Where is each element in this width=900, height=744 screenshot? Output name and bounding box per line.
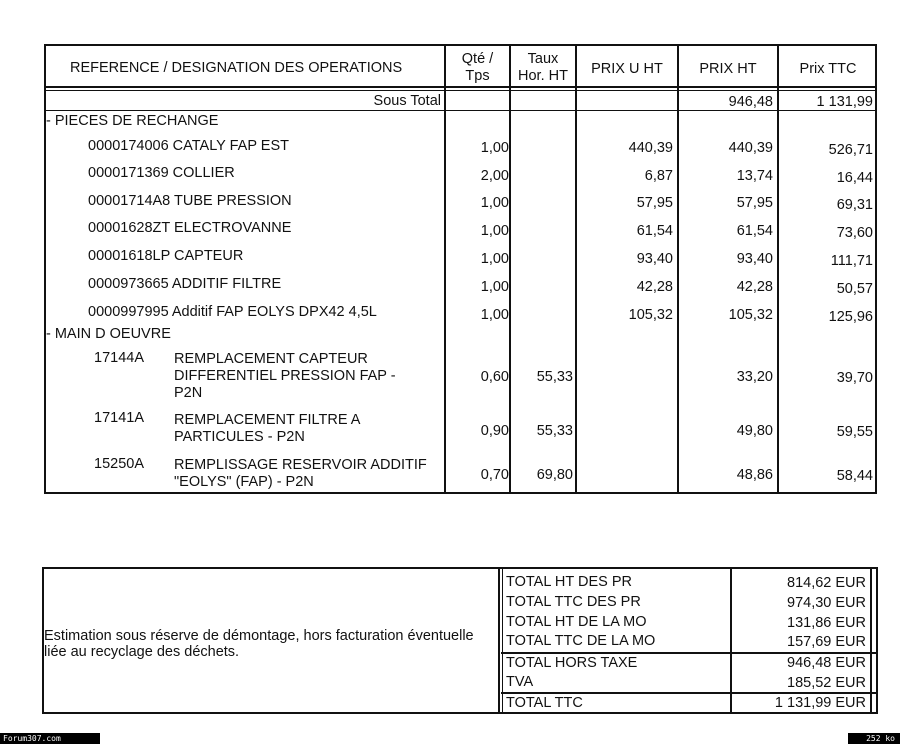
total-label: TOTAL HT DE LA MO <box>506 614 647 630</box>
col-header-prix-ht: PRIX HT <box>699 61 757 77</box>
piece-prix-u: 440,39 <box>628 140 673 156</box>
total-value: 946,48 EUR <box>787 655 866 671</box>
piece-prix-ttc: 73,60 <box>836 225 873 241</box>
piece-designation: 0000171369 COLLIER <box>88 165 235 181</box>
piece-designation: 00001714A8 TUBE PRESSION <box>88 193 292 209</box>
total-label: TVA <box>506 674 534 690</box>
file-size-badge: 252 ko <box>848 733 900 744</box>
operations-table <box>44 44 877 494</box>
col-header-hor-ht: Hor. HT <box>518 68 568 84</box>
piece-designation: 0000973665 ADDITIF FILTRE <box>88 276 282 292</box>
col-header-tps: Tps <box>465 68 490 84</box>
col-header-prix-ttc: Prix TTC <box>799 61 857 77</box>
col-header-designation: REFERENCE / DESIGNATION DES OPERATIONS <box>70 60 403 76</box>
summary-divider <box>501 652 876 654</box>
mo-line1: REMPLACEMENT CAPTEUR <box>174 351 368 367</box>
mo-line2: DIFFERENTIEL PRESSION FAP - <box>174 368 396 384</box>
total-value: 974,30 EUR <box>787 595 866 611</box>
mo-prix-ttc: 59,55 <box>836 424 873 440</box>
piece-prix-ht: 105,32 <box>728 307 773 323</box>
estimation-note: liée au recyclage des déchets. <box>44 644 240 660</box>
piece-qte: 1,00 <box>480 251 509 267</box>
header-divider <box>46 86 875 88</box>
piece-prix-ht: 61,54 <box>736 223 773 239</box>
piece-prix-u: 61,54 <box>636 223 673 239</box>
summary-divider <box>870 569 872 712</box>
subtotal-prix-ttc: 1 131,99 <box>816 94 873 110</box>
piece-qte: 1,00 <box>480 279 509 295</box>
piece-qte: 2,00 <box>480 168 509 184</box>
site-watermark: Forum307.com <box>0 733 100 744</box>
summary-divider <box>501 692 876 694</box>
mo-prix-ttc: 58,44 <box>836 468 873 484</box>
summary-divider <box>730 569 732 712</box>
total-value: 1 131,99 EUR <box>774 695 866 711</box>
col-divider <box>575 46 577 492</box>
piece-designation: 0000997995 Additif FAP EOLYS DPX42 4,5L <box>88 304 377 320</box>
total-label: TOTAL TTC <box>506 695 583 711</box>
piece-qte: 1,00 <box>480 223 509 239</box>
mo-line2: "EOLYS" (FAP) - P2N <box>174 474 314 490</box>
piece-prix-u: 42,28 <box>636 279 673 295</box>
subtotal-label: Sous Total <box>373 93 441 109</box>
piece-qte: 1,00 <box>480 307 509 323</box>
piece-prix-u: 6,87 <box>644 168 673 184</box>
header-divider <box>46 90 875 91</box>
section-pieces-de-rechange: - PIECES DE RECHANGE <box>46 113 219 129</box>
mo-prix-ht: 33,20 <box>736 369 773 385</box>
estimation-note: Estimation sous réserve de démontage, hors facturation éventuelle <box>44 628 474 644</box>
mo-taux: 69,80 <box>536 467 573 483</box>
mo-qte: 0,60 <box>480 369 509 385</box>
mo-prix-ht: 49,80 <box>736 423 773 439</box>
piece-prix-ttc: 526,71 <box>828 142 873 158</box>
piece-prix-ht: 13,74 <box>736 168 773 184</box>
col-header-taux: Taux <box>527 51 559 67</box>
piece-designation: 0000174006 CATALY FAP EST <box>88 138 289 154</box>
section-main-d-oeuvre: - MAIN D OEUVRE <box>46 326 171 342</box>
piece-prix-u: 105,32 <box>628 307 673 323</box>
piece-prix-ttc: 125,96 <box>828 309 873 325</box>
total-label: TOTAL HORS TAXE <box>506 655 638 671</box>
mo-taux: 55,33 <box>536 423 573 439</box>
mo-line1: REMPLACEMENT FILTRE A <box>174 412 361 428</box>
mo-code: 17141A <box>94 410 144 426</box>
total-label: TOTAL HT DES PR <box>506 574 632 590</box>
col-header-prix-u-ht: PRIX U HT <box>591 61 663 77</box>
mo-taux: 55,33 <box>536 369 573 385</box>
total-value: 131,86 EUR <box>787 615 866 631</box>
piece-qte: 1,00 <box>480 140 509 156</box>
piece-prix-ht: 440,39 <box>728 140 773 156</box>
piece-prix-ttc: 16,44 <box>836 170 873 186</box>
piece-qte: 1,00 <box>480 195 509 211</box>
piece-prix-ht: 93,40 <box>736 251 773 267</box>
piece-prix-ttc: 69,31 <box>836 197 873 213</box>
mo-line2: PARTICULES - P2N <box>174 429 305 445</box>
piece-prix-ttc: 111,71 <box>830 253 873 269</box>
piece-designation: 00001628ZT ELECTROVANNE <box>88 220 292 236</box>
mo-qte: 0,90 <box>480 423 509 439</box>
total-value: 185,52 EUR <box>787 675 866 691</box>
piece-prix-u: 93,40 <box>636 251 673 267</box>
subtotal-prix-ht: 946,48 <box>728 94 773 110</box>
summary-divider <box>498 569 500 712</box>
piece-prix-u: 57,95 <box>636 195 673 211</box>
piece-prix-ht: 42,28 <box>736 279 773 295</box>
piece-prix-ttc: 50,57 <box>836 281 873 297</box>
mo-line3: P2N <box>174 385 203 401</box>
piece-designation: 00001618LP CAPTEUR <box>88 248 244 264</box>
total-value: 157,69 EUR <box>787 634 866 650</box>
mo-code: 15250A <box>94 456 144 472</box>
total-label: TOTAL TTC DES PR <box>506 594 641 610</box>
col-header-qte: Qté / <box>461 51 494 67</box>
totals-summary <box>42 567 878 714</box>
piece-prix-ht: 57,95 <box>736 195 773 211</box>
mo-code: 17144A <box>94 350 144 366</box>
summary-divider <box>502 569 503 712</box>
total-label: TOTAL TTC DE LA MO <box>506 633 656 649</box>
mo-qte: 0,70 <box>480 467 509 483</box>
mo-prix-ttc: 39,70 <box>836 370 873 386</box>
mo-line1: REMPLISSAGE RESERVOIR ADDITIF <box>174 457 427 473</box>
mo-prix-ht: 48,86 <box>736 467 773 483</box>
total-value: 814,62 EUR <box>787 575 866 591</box>
